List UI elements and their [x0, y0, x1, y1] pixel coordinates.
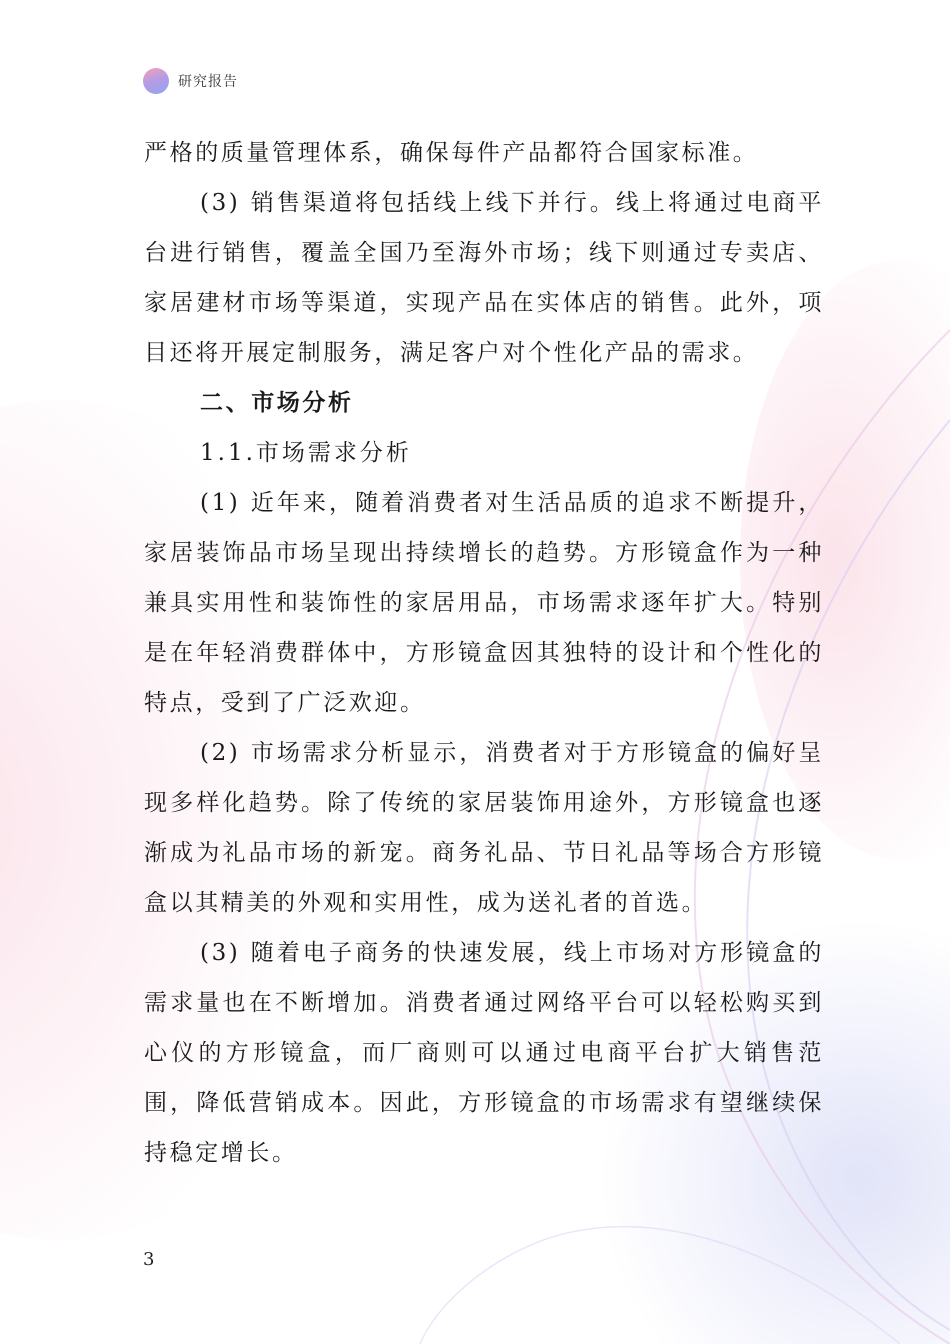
paragraph-continuation: 严格的质量管理体系，确保每件产品都符合国家标准。 [144, 140, 759, 166]
paragraph-market-demand-3: (3) 随着电子商务的快速发展，线上市场对方形镜盒的需求量也在不断增加。消费者通过网络平台可以轻松购买到心仪的方形镜盒，而厂商则可以通过电商平台扩大销售范围，降低营销成本。因此，方形镜盒的市场需求有望继续保持稳定增长。 [144, 940, 824, 1166]
paragraph-market-demand-2: (2) 市场需求分析显示，消费者对于方形镜盒的偏好呈现多样化趋势。除了传统的家居装饰用途外，方形镜盒也逐渐成为礼品市场的新宠。商务礼品、节日礼品等场合方形镜盒以其精美的外观和实用性，成为送礼者的首选。 [144, 740, 824, 916]
logo-icon [143, 68, 169, 94]
paragraph-sales-channels: (3) 销售渠道将包括线上线下并行。线上将通过电商平台进行销售，覆盖全国乃至海外市场；线下则通过专卖店、家居建材市场等渠道，实现产品在实体店的销售。此外，项目还将开展定制服务，满足客户对个性化产品的需求。 [144, 190, 824, 366]
paragraph-market-demand-1: (1) 近年来，随着消费者对生活品质的追求不断提升，家居装饰品市场呈现出持续增长的趋势。方形镜盒作为一种兼具实用性和装饰性的家居用品，市场需求逐年扩大。特别是在年轻消费群体中，方形镜盒因其独特的设计和个性化的特点，受到了广泛欢迎。 [144, 490, 824, 716]
page-number: 3 [143, 1249, 155, 1270]
header-title: 研究报告 [178, 74, 238, 90]
document-body [144, 128, 824, 1178]
section-heading: 二、市场分析 [200, 390, 354, 416]
report-header [143, 66, 238, 96]
subsection-heading: 1.1.市场需求分析 [200, 440, 412, 466]
